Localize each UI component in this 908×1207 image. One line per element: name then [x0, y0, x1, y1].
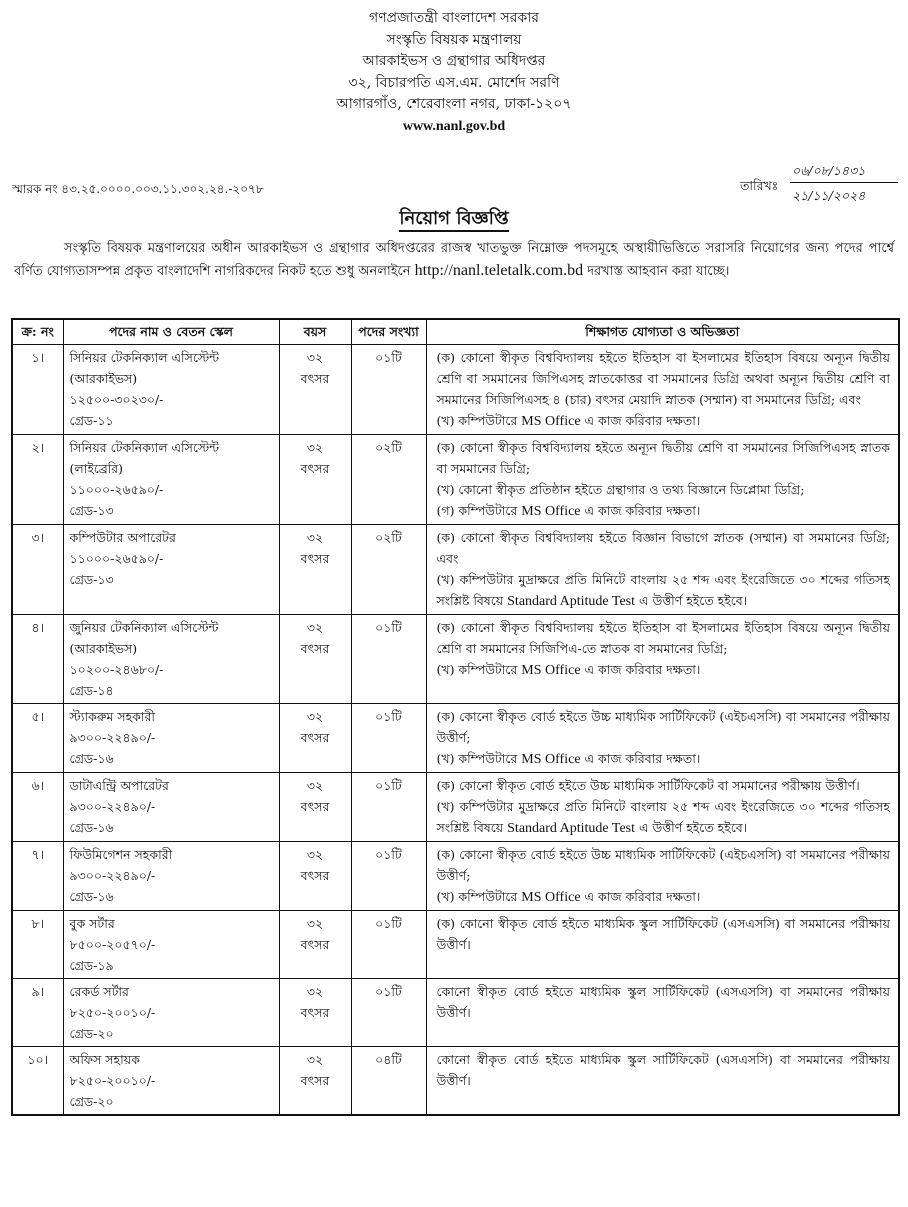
- qualification-item: (ক) কোনো স্বীকৃত বোর্ড হইতে মাধ্যমিক স্কুল সার্টিফিকেট (এসএসসি) বা সমমানের পরীক্ষায় উত্তীর্ণ।: [436, 916, 890, 952]
- table-row: [12, 525, 899, 615]
- post-cell: [63, 525, 279, 615]
- age-text: বৎসর: [300, 937, 330, 952]
- post-detail: ৯৩০০-২২৪৯০/-: [69, 868, 156, 883]
- age-cell: [279, 773, 351, 842]
- post-detail: গ্রেড-২০: [69, 1026, 114, 1041]
- post-cell: [63, 1047, 279, 1116]
- post-count-cell: ০১টি: [351, 979, 426, 1047]
- post-count-cell: ০১টি: [351, 911, 426, 979]
- table-row: [12, 435, 899, 525]
- age-text: বৎসর: [300, 1005, 330, 1020]
- website-link[interactable]: www.nanl.gov.bd: [402, 118, 506, 134]
- post-detail: গ্রেড-১৪: [69, 683, 114, 698]
- age-text: বৎসর: [300, 799, 330, 814]
- date-label: তারিখঃ: [740, 178, 779, 193]
- qualification-item: (ক) কোনো স্বীকৃত বোর্ড হইতে উচ্চ মাধ্যমিক সার্টিফিকেট বা সমমানের পরীক্ষায় উত্তীর্ণ।: [436, 778, 860, 793]
- age-text: বৎসর: [300, 461, 330, 476]
- qualification-item: (ক) কোনো স্বীকৃত বিশ্ববিদ্যালয় হইতে বিজ্ঞান বিভাগে স্নাতক (সম্মান) বা সমমানের ডিগ্রি; এবং: [436, 530, 890, 566]
- age-text: ৩২: [306, 530, 324, 545]
- department-name: আরকাইভস ও গ্রন্থাগার অধিদপ্তর: [362, 53, 546, 69]
- qualification-item: (ক) কোনো স্বীকৃত বিশ্ববিদ্যালয় হইতে ইতিহাস বা ইসলামের ইতিহাস বিষয়ে অন্যূন দ্বিতীয় শ্রেণি বা সমমানের জিপিএসহ স্নাতকোত্তর বা সমমানের ডিগ্রি অথবা অন্যূন দ্বিতীয় শ্রেণি বা সমমানের সিজিপিএসহ ৪ (চার) বৎসর মেয়াদি স্নাতক (সম্মান) বা সমমানের ডিগ্রি; এবং: [436, 350, 890, 407]
- post-detail: ১২৫০০-৩০২৩০/-: [69, 392, 164, 407]
- qualification-cell: [426, 1047, 899, 1116]
- post-name: রেকর্ড সর্টার: [69, 984, 129, 999]
- table-row: [12, 842, 899, 911]
- post-detail: ৮২৫০-২০০১০/-: [69, 1005, 156, 1020]
- qualification-cell: [426, 979, 899, 1047]
- post-detail: গ্রেড-১৬: [69, 889, 114, 904]
- post-detail: ১১০০০-২৬৫৯০/-: [69, 482, 164, 497]
- post-detail: (আরকাইভস): [69, 371, 138, 386]
- govt-name: গণপ্রজাতন্ত্রী বাংলাদেশ সরকার: [369, 10, 539, 26]
- qualification-cell: [426, 704, 899, 773]
- post-cell: [63, 615, 279, 704]
- post-name: কম্পিউটার অপারেটর: [69, 530, 176, 545]
- age-text: ৩২: [306, 350, 324, 365]
- table-row: [12, 1047, 899, 1116]
- qualification-item: (ক) কোনো স্বীকৃত বিশ্ববিদ্যালয় হইতে অন্যূন দ্বিতীয় শ্রেণি বা সমমানের সিজিপিএসহ স্নাতক বা সমমানের ডিগ্রি;: [436, 440, 890, 476]
- age-text: ৩২: [306, 620, 324, 635]
- post-cell: [63, 979, 279, 1047]
- post-detail: ৯৩০০-২২৪৯০/-: [69, 799, 156, 814]
- header-serial: ক্র: নং: [12, 319, 63, 345]
- qualification-item: (খ) কম্পিউটারে MS Office এ কাজ করিবার দক্ষতা।: [436, 662, 701, 678]
- post-name: সিনিয়র টেকনিক্যাল এসিস্টেন্ট: [69, 350, 220, 365]
- age-text: বৎসর: [300, 551, 330, 566]
- post-count-cell: ০১টি: [351, 704, 426, 773]
- age-cell: [279, 435, 351, 525]
- qualification-item: (খ) কম্পিউটারে MS Office এ কাজ করিবার দক্ষতা।: [436, 889, 701, 905]
- post-detail: গ্রেড-১১: [69, 413, 114, 428]
- qualification-item: (খ) কম্পিউটারে MS Office এ কাজ করিবার দক্ষতা।: [436, 751, 701, 767]
- post-count-cell: ০১টি: [351, 773, 426, 842]
- post-detail: গ্রেড-১৯: [69, 958, 114, 973]
- qualification-cell: [426, 911, 899, 979]
- header-count: পদের সংখ্যা: [351, 319, 426, 345]
- serial-cell: ৪।: [12, 615, 63, 704]
- age-text: ৩২: [306, 709, 324, 724]
- age-text: বৎসর: [300, 730, 330, 745]
- post-detail: (আরকাইভস): [69, 641, 138, 656]
- age-text: বৎসর: [300, 868, 330, 883]
- post-cell: [63, 842, 279, 911]
- post-count-cell: ০১টি: [351, 842, 426, 911]
- post-count-cell: ০১টি: [351, 615, 426, 704]
- address-line-1: ৩২, বিচারপতি এস.এম. মোর্শেদ সরণি: [348, 74, 560, 91]
- age-cell: [279, 345, 351, 435]
- age-cell: [279, 525, 351, 615]
- table-row: [12, 345, 899, 435]
- post-detail: ৮২৫০-২০০১০/-: [69, 1073, 156, 1088]
- post-count-cell: ০২টি: [351, 435, 426, 525]
- header-qualification: শিক্ষাগত যোগ্যতা ও অভিজ্ঞতা: [426, 319, 899, 345]
- qualification-cell: [426, 525, 899, 615]
- serial-cell: ৩।: [12, 525, 63, 615]
- serial-cell: ৮।: [12, 911, 63, 979]
- post-cell: [63, 345, 279, 435]
- post-name: স্ট্যাকরুম সহকারী: [69, 709, 155, 724]
- post-detail: গ্রেড-১৩: [69, 572, 114, 587]
- qualification-item: (গ) কম্পিউটারে MS Office এ কাজ করিবার দক্ষতা।: [436, 503, 701, 519]
- intro-paragraph: [14, 238, 894, 283]
- qualification-item: (ক) কোনো স্বীকৃত বোর্ড হইতে উচ্চ মাধ্যমিক সার্টিফিকেট (এইচএসসি) বা সমমানের পরীক্ষায় উত্তীর্ণ;: [436, 847, 890, 883]
- qualification-item: (ক) কোনো স্বীকৃত বিশ্ববিদ্যালয় হইতে ইতিহাস বা ইসলামের ইতিহাস বিষয়ে অন্যূন দ্বিতীয় শ্রেণি বা সমমানের সিজিপিএ-তে স্নাতক বা সমমানের ডিগ্রি;: [436, 620, 890, 656]
- application-link[interactable]: http://nanl.teletalk.com.bd: [414, 262, 584, 279]
- post-count-cell: ০২টি: [351, 525, 426, 615]
- table-header-row: [12, 319, 899, 345]
- qualification-item: (খ) কোনো স্বীকৃত প্রতিষ্ঠান হইতে গ্রন্থাগার ও তথ্য বিজ্ঞানে ডিপ্লোমা ডিগ্রি;: [436, 482, 805, 497]
- serial-cell: ১।: [12, 345, 63, 435]
- post-detail: গ্রেড-১৬: [69, 751, 114, 766]
- post-count-cell: ০৪টি: [351, 1047, 426, 1116]
- table-row: [12, 911, 899, 979]
- age-cell: [279, 842, 351, 911]
- age-text: ৩২: [306, 847, 324, 862]
- post-detail: (লাইব্রেরি): [69, 461, 124, 476]
- table-row: [12, 979, 899, 1047]
- age-text: বৎসর: [300, 1073, 330, 1088]
- ministry-name: সংস্কৃতি বিষয়ক মন্ত্রণালয়: [386, 31, 522, 48]
- post-name: ডাটাএন্ট্রি অপারেটর: [69, 778, 169, 793]
- age-text: ৩২: [306, 778, 324, 793]
- address-line-2: আগারগাঁও, শেরেবাংলা নগর, ঢাকা-১২০৭: [336, 96, 572, 112]
- age-cell: [279, 979, 351, 1047]
- table-row: [12, 773, 899, 842]
- date-gregorian: ২১/১১/২০২৪: [792, 188, 866, 203]
- table-row: [12, 704, 899, 773]
- post-cell: [63, 773, 279, 842]
- post-detail: গ্রেড-১৬: [69, 820, 114, 835]
- age-text: ৩২: [306, 440, 324, 455]
- post-detail: ১১০০০-২৬৫৯০/-: [69, 551, 164, 566]
- age-cell: [279, 615, 351, 704]
- age-text: ৩২: [306, 916, 324, 931]
- post-cell: [63, 435, 279, 525]
- page-title-wrap: [0, 204, 908, 235]
- post-count-cell: ০১টি: [351, 345, 426, 435]
- age-text: বৎসর: [300, 641, 330, 656]
- qualification-cell: [426, 435, 899, 525]
- intro-text: সংস্কৃতি বিষয়ক মন্ত্রণালয়ের অধীন আরকাইভস ও গ্রন্থাগার অধিদপ্তরের রাজস্ব খাতভুক্ত নিম্নোক্ত পদসমূহে অস্থায়ীভিত্তিতে সরাসরি নিয়োগের জন্য পদের পার্শ্বে বর্ণিত যোগ্যতাসম্পন্ন প্রকৃত বাংলাদেশি নাগরিকদের নিকট হতে শুধু অনলাইনে: [14, 241, 894, 279]
- post-detail: ৮৫০০-২০৫৭০/-: [69, 937, 156, 952]
- qualification-item: কোনো স্বীকৃত বোর্ড হইতে মাধ্যমিক স্কুল সার্টিফিকেট (এসএসসি) বা সমমানের পরীক্ষায় উত্তীর্ণ।: [436, 1052, 890, 1088]
- qualification-item: (খ) কম্পিউটার মুদ্রাক্ষরে প্রতি মিনিটে বাংলায় ২৫ শব্দ এবং ইংরেজিতে ৩০ শব্দের গতিসহ সংশ্লিষ্ট বিষয়ে Standard Aptitude Test এ উত্তীর্ণ হইতে হইবে।: [436, 572, 890, 609]
- age-cell: [279, 704, 351, 773]
- qualification-item: (খ) কম্পিউটারে MS Office এ কাজ করিবার দক্ষতা।: [436, 413, 701, 429]
- intro-tail: দরখাস্ত আহবান করা যাচ্ছে।: [587, 264, 730, 279]
- post-detail: গ্রেড-২০: [69, 1094, 114, 1109]
- post-name: জুনিয়র টেকনিক্যাল এসিস্টেন্ট: [69, 620, 219, 635]
- qualification-item: (ক) কোনো স্বীকৃত বোর্ড হইতে উচ্চ মাধ্যমিক সার্টিফিকেট (এইচএসসি) বা সমমানের পরীক্ষায় উত্তীর্ণ;: [436, 709, 890, 745]
- post-detail: ১০২০০-২৪৬৮০/-: [69, 662, 164, 677]
- serial-cell: ১০।: [12, 1047, 63, 1116]
- letterhead: [0, 8, 908, 137]
- serial-cell: ৯।: [12, 979, 63, 1047]
- post-cell: [63, 704, 279, 773]
- table-row: [12, 615, 899, 704]
- qualification-cell: [426, 773, 899, 842]
- posts-table: [11, 318, 900, 1116]
- qualification-cell: [426, 615, 899, 704]
- date-divider: [790, 182, 898, 183]
- post-name: অফিস সহায়ক: [69, 1052, 140, 1067]
- serial-cell: ৫।: [12, 704, 63, 773]
- page-title: নিয়োগ বিজ্ঞপ্তি: [399, 208, 508, 232]
- age-text: ৩২: [306, 1052, 324, 1067]
- serial-cell: ২।: [12, 435, 63, 525]
- post-name: বুক সর্টার: [69, 916, 115, 931]
- serial-cell: ৬।: [12, 773, 63, 842]
- qualification-item: কোনো স্বীকৃত বোর্ড হইতে মাধ্যমিক স্কুল সার্টিফিকেট (এসএসসি) বা সমমানের পরীক্ষায় উত্তীর্ণ।: [436, 984, 890, 1020]
- post-name: ফিউমিগেশন সহকারী: [69, 847, 173, 862]
- qualification-cell: [426, 842, 899, 911]
- age-cell: [279, 911, 351, 979]
- post-detail: ৯৩০০-২২৪৯০/-: [69, 730, 156, 745]
- serial-cell: ৭।: [12, 842, 63, 911]
- table-body: [12, 345, 899, 1116]
- age-cell: [279, 1047, 351, 1116]
- header-post: পদের নাম ও বেতন স্কেল: [63, 319, 279, 345]
- post-detail: গ্রেড-১৩: [69, 503, 114, 518]
- date-bangla: ০৬/০৮/১৪৩১: [792, 163, 866, 178]
- age-text: বৎসর: [300, 371, 330, 386]
- post-cell: [63, 911, 279, 979]
- post-name: সিনিয়র টেকনিক্যাল এসিস্টেন্ট: [69, 440, 220, 455]
- age-text: ৩২: [306, 984, 324, 999]
- memo-number: স্মারক নং ৪৩.২৫.০০০০.০০৩.১১.৩০২.২৪.-২০৭৮: [12, 182, 264, 196]
- qualification-cell: [426, 345, 899, 435]
- qualification-item: (খ) কম্পিউটার মুদ্রাক্ষরে প্রতি মিনিটে বাংলায় ২৫ শব্দ এবং ইংরেজিতে ৩০ শব্দের গতিসহ সংশ্লিষ্ট বিষয়ে Standard Aptitude Test এ উত্তীর্ণ হইতে হইবে।: [436, 799, 890, 836]
- header-age: বয়স: [279, 319, 351, 345]
